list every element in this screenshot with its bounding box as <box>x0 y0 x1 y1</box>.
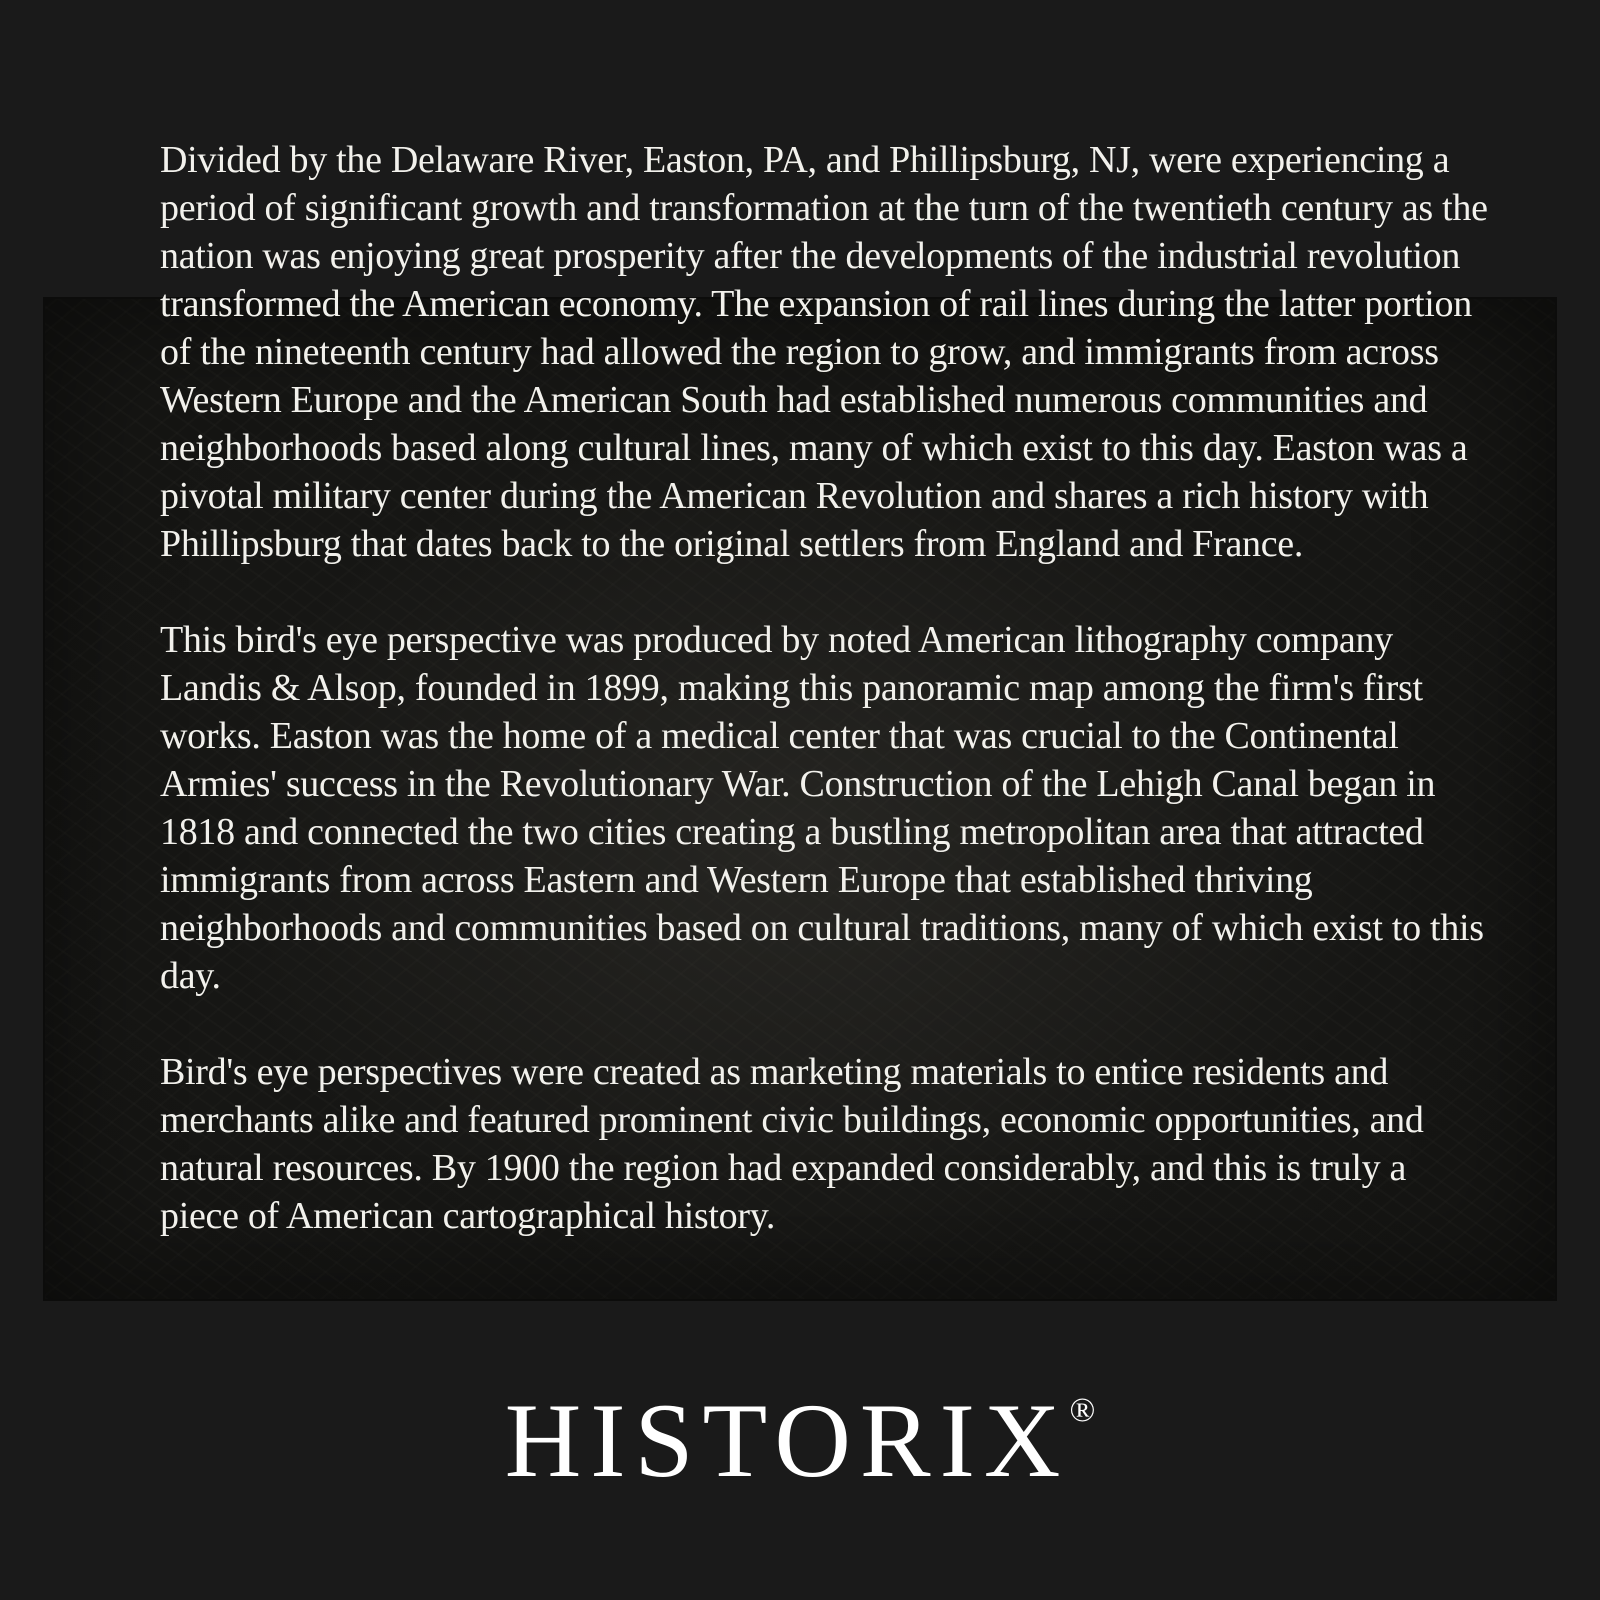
description-paragraph-3: Bird's eye perspectives were created as marketing materials to entice residents and merchants alike and featured prominent civic buildings, economic opportunities, and natural resources. By 1900 the region had expanded considerably, and this is truly a piece of American cartographical history. <box>160 1051 1424 1237</box>
registered-trademark-mark: ® <box>1069 1392 1096 1429</box>
logo-text: HISTORIX <box>504 1382 1070 1499</box>
description-text-block <box>160 136 1490 1288</box>
historix-logo <box>0 1382 1600 1499</box>
description-paragraph-2: This bird's eye perspective was produced by noted American lithography company Landis & Alsop, founded in 1899, making this panoramic map among the firm's first works. Easton was the home of a medical center that was crucial to the Continental Armies' success in the Revolutionary War. Construction of the Lehigh Canal began in 1818 and connected the two cities creating a bustling metropolitan area that attracted immigrants from across Eastern and Western Europe that established thriving neighborhoods and communities based on cultural traditions, many of which exist to this day. <box>160 619 1484 997</box>
description-paragraph-1: Divided by the Delaware River, Easton, PA, and Phillipsburg, NJ, were experiencing a period of significant growth and transformation at the turn of the twentieth century as the nation was enjoying great prosperity after the developments of the industrial revolution transformed the American economy. The expansion of rail lines during the latter portion of the nineteenth century had allowed the region to grow, and immigrants from across Western Europe and the American South had established numerous communities and neighborhoods based along cultural lines, many of which exist to this day. Easton was a pivotal military center during the American Revolution and shares a rich history with Phillipsburg that dates back to the original settlers from England and France. <box>160 139 1488 565</box>
